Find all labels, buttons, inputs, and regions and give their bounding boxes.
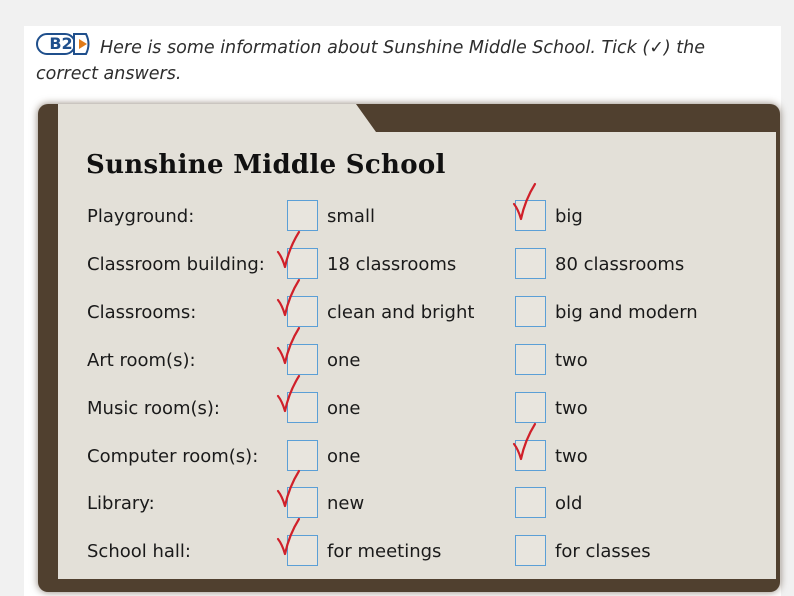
option2-label: two: [555, 398, 588, 419]
answer-row: [0, 344, 794, 378]
card-title: Sunshine Middle School: [86, 150, 446, 180]
option1-label: clean and bright: [327, 302, 475, 323]
row-label: Computer room(s):: [87, 446, 259, 467]
exercise-instruction: [36, 33, 736, 87]
instruction-text: Here is some information about Sunshine Middle School. Tick (✓) the correct answers.: [36, 38, 705, 84]
answer-row: [0, 392, 794, 426]
option1-label: one: [327, 398, 361, 419]
row-label: School hall:: [87, 541, 191, 562]
answer-row: [0, 440, 794, 474]
row-label: Classrooms:: [87, 302, 197, 323]
badge-label: B2: [49, 34, 73, 53]
checkbox-option2[interactable]: [515, 535, 546, 566]
exercise-badge: [36, 33, 92, 55]
answer-row: [0, 487, 794, 521]
checkbox-option1[interactable]: [287, 200, 318, 231]
answer-row: [0, 296, 794, 330]
option2-label: for classes: [555, 541, 651, 562]
answer-row: [0, 248, 794, 282]
checkbox-option1[interactable]: [287, 440, 318, 471]
checkbox-option1[interactable]: [287, 344, 318, 375]
option1-label: one: [327, 350, 361, 371]
checkbox-option1[interactable]: [287, 487, 318, 518]
checkbox-option1[interactable]: [287, 392, 318, 423]
row-label: Classroom building:: [87, 254, 265, 275]
option1-label: new: [327, 493, 365, 514]
answer-row: [0, 535, 794, 569]
checkbox-option2[interactable]: [515, 296, 546, 327]
option1-label: small: [327, 206, 375, 227]
checkbox-option1[interactable]: [287, 535, 318, 566]
option2-label: two: [555, 350, 588, 371]
checkbox-option2[interactable]: [515, 440, 546, 471]
checkbox-option2[interactable]: [515, 487, 546, 518]
checkbox-option1[interactable]: [287, 296, 318, 327]
checkbox-option2[interactable]: [515, 344, 546, 375]
option1-label: 18 classrooms: [327, 254, 457, 275]
option1-label: one: [327, 446, 361, 467]
option2-label: big and modern: [555, 302, 698, 323]
answer-row: [0, 200, 794, 234]
row-label: Art room(s):: [87, 350, 196, 371]
option2-label: 80 classrooms: [555, 254, 685, 275]
checkbox-option2[interactable]: [515, 248, 546, 279]
checkbox-option2[interactable]: [515, 200, 546, 231]
row-label: Playground:: [87, 206, 195, 227]
option1-label: for meetings: [327, 541, 442, 562]
checkbox-option1[interactable]: [287, 248, 318, 279]
option2-label: big: [555, 206, 583, 227]
checkbox-option2[interactable]: [515, 392, 546, 423]
option2-label: two: [555, 446, 588, 467]
option2-label: old: [555, 493, 583, 514]
row-label: Library:: [87, 493, 155, 514]
row-label: Music room(s):: [87, 398, 220, 419]
